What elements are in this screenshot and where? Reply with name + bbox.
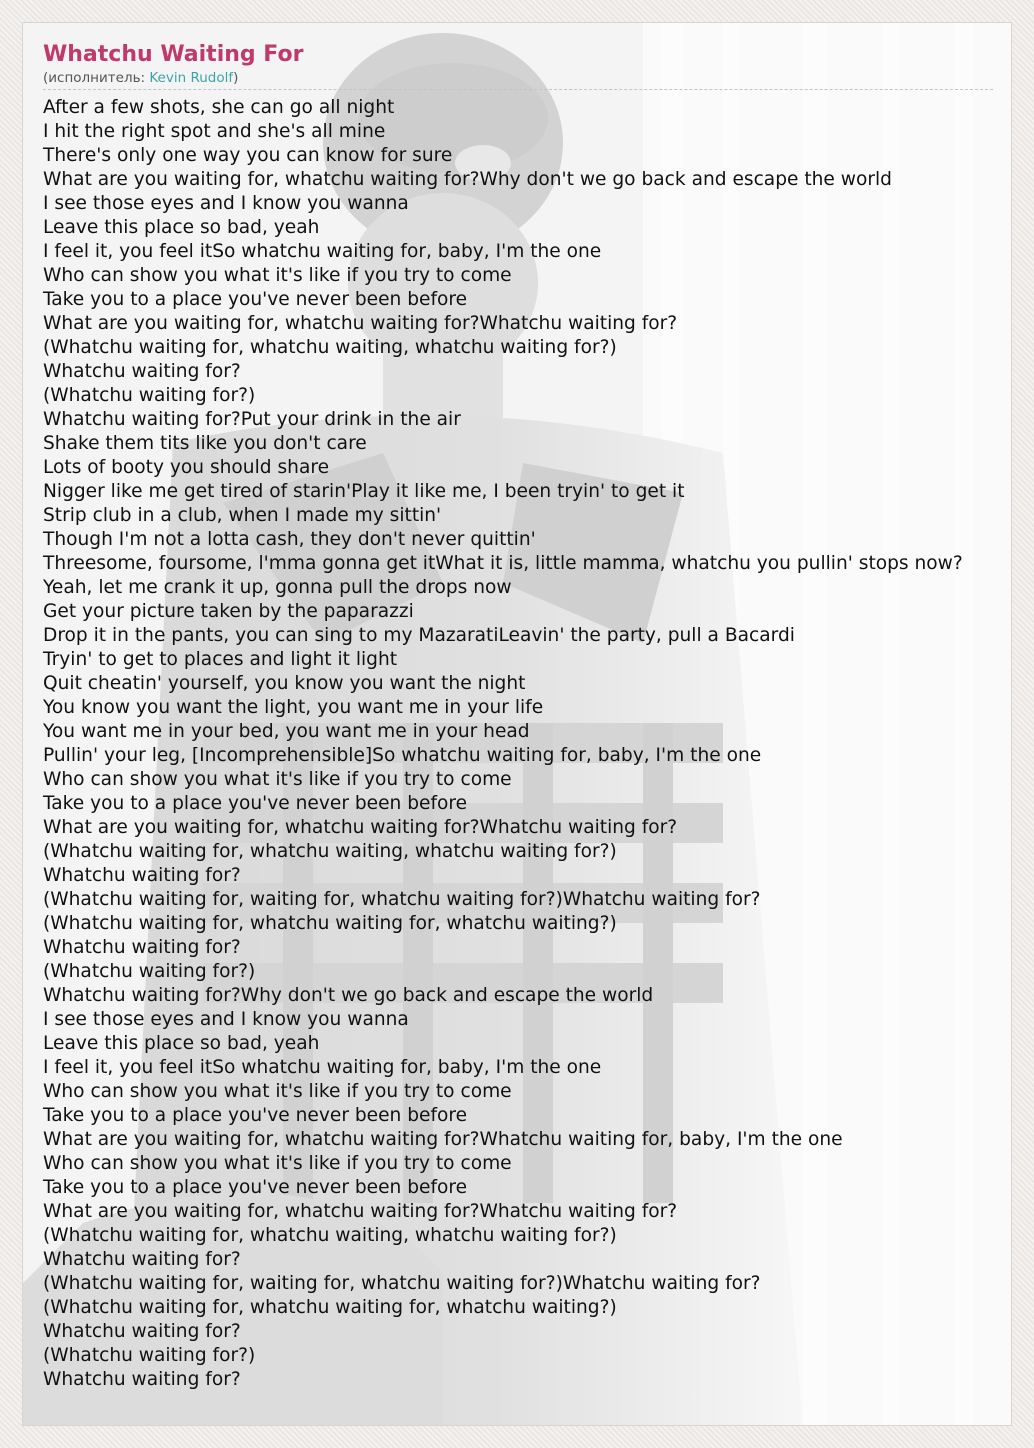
lyric-line: Tryin' to get to places and light it light — [43, 649, 398, 670]
lyric-line: After a few shots, she can go all night — [43, 97, 395, 118]
lyric-line: Leave this place so bad, yeah — [43, 217, 320, 238]
lyric-line: (Whatchu waiting for, whatchu waiting, whatchu waiting for?) — [43, 1225, 617, 1246]
lyric-line: What are you waiting for, whatchu waiting for?Why don't we go back and escape the world — [43, 169, 892, 190]
lyric-line: Whatchu waiting for? — [43, 865, 241, 886]
artist-line — [43, 69, 993, 90]
lyric-line: What are you waiting for, whatchu waiting for?Whatchu waiting for? — [43, 1201, 678, 1222]
artist-prefix: (исполнитель: — [43, 70, 150, 86]
artist-suffix: ) — [233, 70, 239, 86]
lyric-line: (Whatchu waiting for, whatchu waiting for, whatchu waiting?) — [43, 1297, 617, 1318]
lyric-line: (Whatchu waiting for, whatchu waiting, whatchu waiting for?) — [43, 841, 617, 862]
lyric-line: Pullin' your leg, [Incomprehensible]So whatchu waiting for, baby, I'm the one — [43, 745, 762, 766]
lyric-line: What are you waiting for, whatchu waiting for?Whatchu waiting for? — [43, 817, 678, 838]
lyric-line: Who can show you what it's like if you try to come — [43, 1081, 512, 1102]
lyric-line: Take you to a place you've never been before — [43, 1177, 468, 1198]
lyric-line: Whatchu waiting for? — [43, 361, 241, 382]
lyric-line: I see those eyes and I know you wanna — [43, 1009, 409, 1030]
lyric-line: Whatchu waiting for? — [43, 1321, 241, 1342]
lyric-line: What are you waiting for, whatchu waiting for?Whatchu waiting for? — [43, 313, 678, 334]
lyric-line: Lots of booty you should share — [43, 457, 330, 478]
lyric-line: Take you to a place you've never been before — [43, 1105, 468, 1126]
lyric-line: Quit cheatin' yourself, you know you want the night — [43, 673, 526, 694]
lyric-line: I hit the right spot and she's all mine — [43, 121, 386, 142]
lyric-line: (Whatchu waiting for, waiting for, whatchu waiting for?)Whatchu waiting for? — [43, 889, 761, 910]
lyric-line: (Whatchu waiting for, whatchu waiting for, whatchu waiting?) — [43, 913, 617, 934]
song-title: Whatchu Waiting For — [43, 42, 304, 67]
lyric-line: Take you to a place you've never been before — [43, 793, 468, 814]
lyric-line: You know you want the light, you want me in your life — [43, 697, 544, 718]
lyric-line: Who can show you what it's like if you try to come — [43, 265, 512, 286]
lyrics-card — [22, 22, 1012, 1426]
lyric-line: Leave this place so bad, yeah — [43, 1033, 320, 1054]
lyric-line: I feel it, you feel itSo whatchu waiting for, baby, I'm the one — [43, 1057, 602, 1078]
lyric-line: Whatchu waiting for? — [43, 1249, 241, 1270]
lyric-line: Whatchu waiting for?Put your drink in the air — [43, 409, 461, 430]
lyric-line: (Whatchu waiting for?) — [43, 961, 256, 982]
lyric-line: (Whatchu waiting for, whatchu waiting, whatchu waiting for?) — [43, 337, 617, 358]
lyric-line: (Whatchu waiting for, waiting for, whatchu waiting for?)Whatchu waiting for? — [43, 1273, 761, 1294]
lyric-line: Who can show you what it's like if you try to come — [43, 1153, 512, 1174]
lyric-line: Whatchu waiting for? — [43, 1369, 241, 1390]
lyric-line: I feel it, you feel itSo whatchu waiting for, baby, I'm the one — [43, 241, 602, 262]
lyric-line: Though I'm not a lotta cash, they don't never quittin' — [43, 529, 536, 550]
lyric-line: I see those eyes and I know you wanna — [43, 193, 409, 214]
lyric-line: (Whatchu waiting for?) — [43, 1345, 256, 1366]
lyric-line: Nigger like me get tired of starin'Play it like me, I been tryin' to get it — [43, 481, 685, 502]
lyric-line: Shake them tits like you don't care — [43, 433, 367, 454]
lyrics-body — [43, 96, 1011, 1392]
lyric-line: Whatchu waiting for? — [43, 937, 241, 958]
lyric-line: Whatchu waiting for?Why don't we go back and escape the world — [43, 985, 654, 1006]
lyric-line: Threesome, foursome, l'mma gonna get itWhat it is, little mamma, whatchu you pullin' stops now? — [43, 553, 963, 574]
content — [43, 41, 1011, 1392]
lyric-line: There's only one way you can know for sure — [43, 145, 453, 166]
lyric-line: You want me in your bed, you want me in your head — [43, 721, 530, 742]
artist-link[interactable]: Kevin Rudolf — [149, 70, 234, 86]
lyric-line: (Whatchu waiting for?) — [43, 385, 256, 406]
lyric-line: Get your picture taken by the paparazzi — [43, 601, 414, 622]
lyric-line: What are you waiting for, whatchu waiting for?Whatchu waiting for, baby, I'm the one — [43, 1129, 843, 1150]
lyric-line: Strip club in a club, when I made my sittin' — [43, 505, 442, 526]
lyric-line: Who can show you what it's like if you try to come — [43, 769, 512, 790]
lyric-line: Take you to a place you've never been before — [43, 289, 468, 310]
lyric-line: Yeah, let me crank it up, gonna pull the drops now — [43, 577, 512, 598]
lyric-line: Drop it in the pants, you can sing to my MazaratiLeavin' the party, pull a Bacardi — [43, 625, 795, 646]
